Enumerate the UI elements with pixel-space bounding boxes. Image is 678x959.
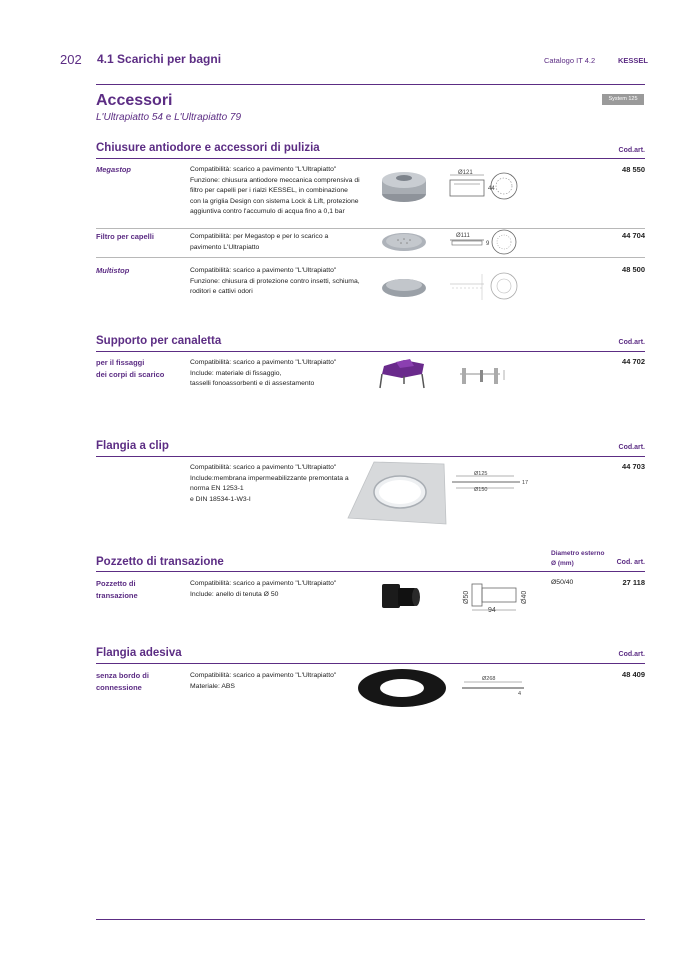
product-code-flangia-adesiva: 48 409 <box>622 670 645 679</box>
flangia-clip-drawing <box>452 471 528 493</box>
supporto-drawing <box>460 368 504 384</box>
diameter-header-line: Ø (mm) <box>551 560 574 567</box>
desc-line: Compatibilità: scarico a pavimento "L'Ultrapiatto" <box>190 166 337 173</box>
desc-line: Compatibilità: scarico a pavimento "L'Ultrapiatto" <box>190 580 337 587</box>
code-header-chiusure: Cod.art. <box>618 147 645 154</box>
section-divider-flangia-adesiva <box>96 663 645 664</box>
flangia-adesiva-image <box>354 666 534 710</box>
desc-line: Compatibilità: scarico a pavimento "L'Ultrapiatto" <box>190 464 337 471</box>
flangia-adesiva-drawing <box>462 676 524 697</box>
row-divider <box>96 257 645 258</box>
section-title-pozzetto: Pozzetto di transazione <box>96 556 224 568</box>
pozzetto-dim-outer: Ø50 <box>463 590 470 604</box>
desc-line: norma EN 1253-1 <box>190 485 244 493</box>
chapter-title: 4.1 Scarichi per bagni <box>97 52 222 66</box>
flangia-adesiva-dim-thickness: 4 <box>518 691 522 697</box>
desc-line: e DIN 18534-1-W3-I <box>190 495 251 503</box>
page-title: Accessori <box>96 92 173 109</box>
footer-divider <box>96 919 645 920</box>
desc-line: Compatibilità: scarico a pavimento "L'Ultrapiatto" <box>190 359 337 366</box>
subtitle-product-1: L'Ultrapiatto 54 <box>96 112 163 123</box>
product-desc-megastop <box>190 165 365 218</box>
code-header-flangia-clip: Cod.art. <box>618 444 645 451</box>
desc-line: pavimento L'Ultrapiatto <box>190 243 260 251</box>
pozzetto-dim-length: 94 <box>488 607 496 614</box>
filtro-dim-diameter: Ø111 <box>456 233 470 239</box>
product-desc-filtro <box>190 232 365 253</box>
megastop-dim-diameter: Ø121 <box>458 170 473 176</box>
product-code-megastop: 48 550 <box>622 165 645 174</box>
code-header-flangia-adesiva: Cod.art. <box>618 651 645 658</box>
megastop-dim-height: 44 <box>488 186 495 192</box>
pozzetto-dim-inner: Ø40 <box>521 590 528 604</box>
desc-line: aggiuntiva contro l'accumulo di acqua fino a 0,1 bar <box>190 208 345 216</box>
catalog-label: Catalogo IT 4.2 <box>544 56 596 65</box>
desc-line: Include: anello di tenuta Ø 50 <box>190 590 279 598</box>
desc-line: Funzione: chiusura antiodore meccanica comprensiva di <box>190 176 360 184</box>
flangia-clip-dim-height: 17 <box>522 480 529 486</box>
subtitle-conjunction: e <box>162 112 175 123</box>
product-code-pozzetto: 27 118 <box>622 578 645 587</box>
section-divider-chiusure <box>96 158 645 159</box>
code-header-pozzetto: Cod. art. <box>616 559 645 566</box>
product-code-filtro: 44 704 <box>622 231 645 240</box>
product-desc-supporto <box>190 358 365 390</box>
section-title-supporto: Supporto per canaletta <box>96 335 222 347</box>
product-name-filtro: Filtro per capelli <box>96 232 154 241</box>
product-name-megastop: Megastop <box>96 165 132 174</box>
diameter-header-line: Diametro esterno <box>551 550 605 557</box>
supporto-image <box>374 356 534 390</box>
product-name-supporto <box>96 357 164 381</box>
desc-line: Compatibilità: per Megastop e per lo scarico a <box>190 233 329 240</box>
section-title-flangia-clip: Flangia a clip <box>96 440 169 452</box>
section-divider-flangia-clip <box>96 456 645 457</box>
brand-label: KESSEL <box>618 56 649 65</box>
product-code-supporto: 44 702 <box>622 357 645 366</box>
megastop-drawing <box>450 170 517 199</box>
product-desc-multistop <box>190 266 365 298</box>
product-code-flangia-clip: 44 703 <box>622 462 645 471</box>
product-diameter-pozzetto: Ø50/40 <box>551 579 574 586</box>
desc-line: roditori e cattivi odori <box>190 288 253 296</box>
name-line: Pozzetto di <box>96 579 136 588</box>
product-code-multistop: 48 500 <box>622 265 645 274</box>
name-line: transazione <box>96 591 138 600</box>
flangia-clip-image <box>344 458 534 530</box>
name-line: connessione <box>96 683 142 692</box>
name-line: per il fissaggi <box>96 358 145 367</box>
product-name-flangia-adesiva <box>96 670 149 694</box>
header-divider <box>96 84 645 85</box>
multistop-image <box>378 270 538 304</box>
section-divider-supporto <box>96 351 645 352</box>
section-divider-pozzetto <box>96 571 645 572</box>
code-header-supporto: Cod.art. <box>618 339 645 346</box>
flangia-clip-dim-outer: Ø150 <box>474 487 488 493</box>
flangia-clip-dim-inner: Ø125 <box>474 471 488 477</box>
page-subtitle <box>96 112 241 123</box>
product-desc-flangia-adesiva <box>190 671 365 692</box>
filtro-image <box>378 228 538 256</box>
page-number: 202 <box>60 52 82 67</box>
desc-line: Include:membrana impermeabilizzante premontata a <box>190 474 349 482</box>
megastop-image <box>378 166 538 210</box>
desc-line: Compatibilità: scarico a pavimento "L'Ultrapiatto" <box>190 267 337 274</box>
filtro-dim-height: 9 <box>486 241 490 247</box>
pozzetto-drawing <box>463 584 528 614</box>
filtro-drawing <box>450 230 516 254</box>
product-desc-flangia-clip <box>190 463 365 505</box>
desc-line: con la griglia Design con sistema Lock & Lift, protezione <box>190 197 359 205</box>
desc-line: Compatibilità: scarico a pavimento "L'Ultrapiatto" <box>190 672 337 679</box>
desc-line: filtro per capelli per i rialzi KESSEL, in combinazione <box>190 187 348 195</box>
desc-line: Funzione: chiusura di protezione contro insetti, schiuma, <box>190 277 360 285</box>
multistop-drawing <box>450 273 517 300</box>
section-title-chiusure: Chiusure antiodore e accessori di pulizia <box>96 142 320 154</box>
flangia-adesiva-dim-diameter: Ø268 <box>482 676 496 682</box>
product-name-multistop: Multistop <box>96 266 130 275</box>
product-name-pozzetto <box>96 578 138 602</box>
system-badge: System 125 <box>602 94 644 105</box>
row-divider <box>96 228 645 229</box>
section-title-flangia-adesiva: Flangia adesiva <box>96 647 182 659</box>
desc-line: Materiale: ABS <box>190 682 235 690</box>
pozzetto-image <box>376 574 536 616</box>
desc-line: Include: materiale di fissaggio, <box>190 369 282 377</box>
name-line: dei corpi di scarico <box>96 370 165 379</box>
desc-line: tasselli fonoassorbenti e di assestamento <box>190 380 315 388</box>
name-line: senza bordo di <box>96 671 149 680</box>
subtitle-product-2: L'Ultrapiatto 79 <box>174 112 242 123</box>
product-desc-pozzetto <box>190 579 365 600</box>
